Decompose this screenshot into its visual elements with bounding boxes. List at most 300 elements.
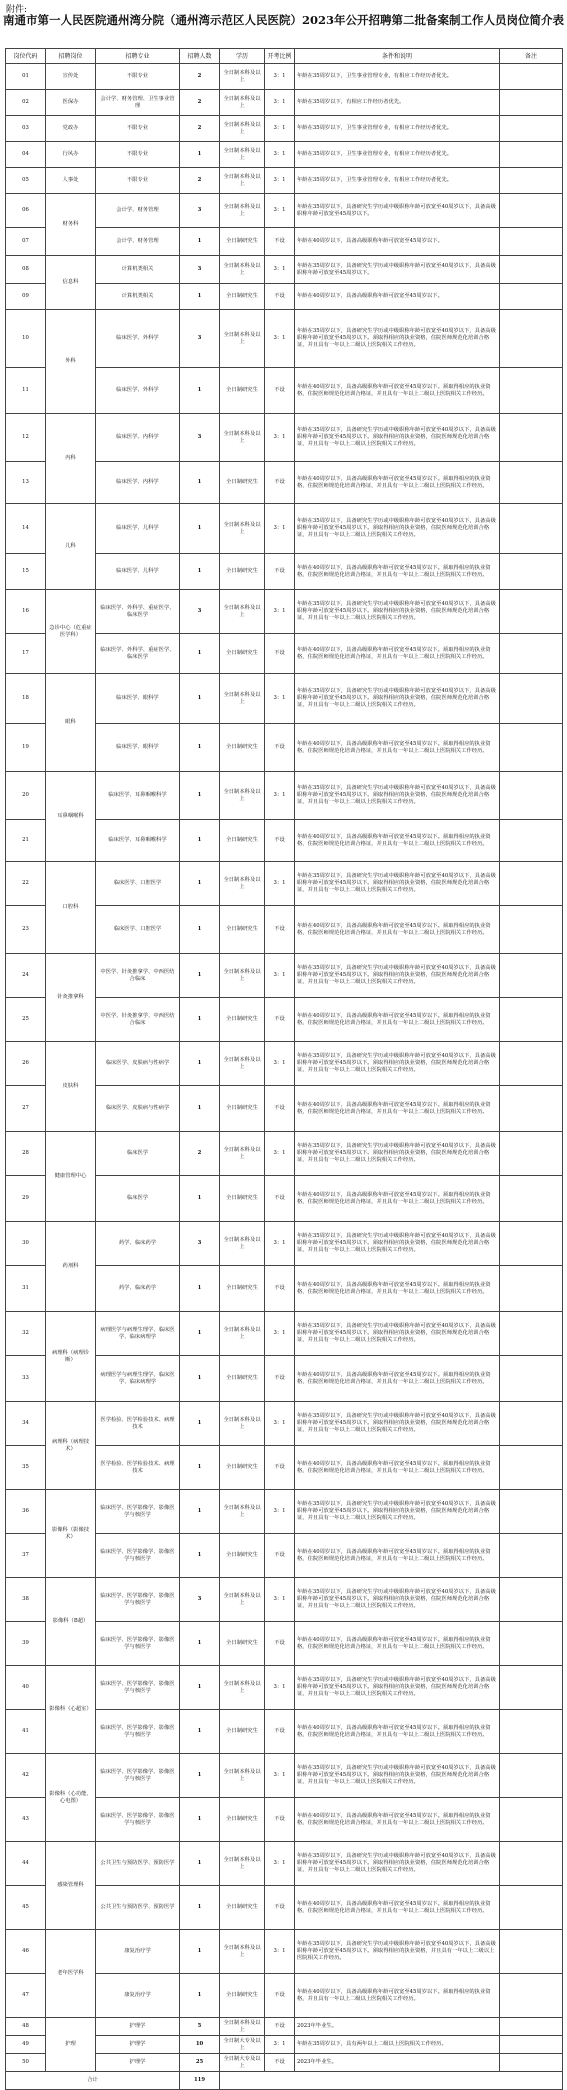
cell-count: 1 (180, 1798, 220, 1842)
cell-conditions: 年龄在40周岁以下，具备高级职称年龄可放宽至45周岁以下。须取得相应的执业资格，住院医师规范化培训合格证，并且具有一年以上二级以上医院相关工作经历。 (295, 1176, 500, 1222)
cell-ratio: 3：1 (265, 772, 295, 820)
cell-ratio: 不设 (265, 998, 295, 1042)
cell-remarks (500, 1446, 563, 1490)
cell-position: 内科 (46, 414, 96, 504)
cell-position: 针灸推拿科 (46, 954, 96, 1042)
cell-code: 11 (6, 368, 46, 414)
cell-remarks (500, 590, 563, 634)
cell-remarks (500, 1974, 563, 2018)
cell-major: 康复治疗学 (96, 1974, 180, 2018)
cell-code: 49 (6, 2036, 46, 2054)
cell-major: 临床医学、医学影像学、影像医学与核医学 (96, 1490, 180, 1534)
cell-major: 临床医学、皮肤病与性病学 (96, 1042, 180, 1086)
cell-conditions: 年龄在40周岁以下，具备高级职称年龄可放宽至45周岁以下。 (295, 228, 500, 256)
cell-count: 1 (180, 1312, 220, 1356)
cell-code: 40 (6, 1666, 46, 1710)
cell-education: 全日制研究生 (220, 1798, 265, 1842)
cell-education: 全日制研究生 (220, 1356, 265, 1402)
cell-remarks (500, 554, 563, 590)
cell-position: 护理 (46, 2018, 96, 2072)
cell-ratio: 不设 (265, 2054, 295, 2072)
cell-count: 1 (180, 862, 220, 906)
table-row (6, 64, 563, 90)
cell-count: 1 (180, 820, 220, 862)
cell-conditions: 年龄在35周岁以下，有相应工作经历者优先。 (295, 90, 500, 116)
table-row (6, 1842, 563, 1886)
cell-code: 16 (6, 590, 46, 634)
cell-remarks (500, 634, 563, 674)
cell-code: 37 (6, 1534, 46, 1578)
cell-conditions: 年龄在35周岁以下，具备研究生学历或中级职称年龄可放宽至40周岁以下，具备高级职称年龄可放宽至45周岁以下。须取得相应的执业资格，住院医师规范化培训合格证，并且具有一年以上二级以上医院相关工作经历。 (295, 1754, 500, 1798)
cell-ratio: 不设 (265, 634, 295, 674)
cell-major: 不限专业 (96, 168, 180, 194)
cell-education: 全日制本科及以上 (220, 954, 265, 998)
table-row (6, 862, 563, 906)
cell-education: 全日制本科及以上 (220, 414, 265, 462)
cell-count: 3 (180, 256, 220, 284)
cell-conditions: 年龄在35周岁以下，具备研究生学历或中级职称年龄可放宽至40周岁以下，具备高级职称年龄可放宽至45周岁以下。须取得相应的执业资格，住院医师规范化培训合格证，并且具有一年以上二级以上医院相关工作经历。 (295, 1578, 500, 1622)
cell-position: 眼科 (46, 674, 96, 772)
cell-major: 会计学、财务管理 (96, 228, 180, 256)
cell-major: 临床医学、医学影像学、影像医学与核医学 (96, 1666, 180, 1710)
cell-remarks (500, 142, 563, 168)
cell-count: 1 (180, 368, 220, 414)
cell-ratio: 3：1 (265, 954, 295, 998)
cell-count: 1 (180, 1042, 220, 1086)
cell-code: 29 (6, 1176, 46, 1222)
cell-education: 全日制研究生 (220, 228, 265, 256)
cell-count: 1 (180, 228, 220, 256)
cell-major: 会计学、财务管理 (96, 194, 180, 228)
cell-conditions: 年龄在35周岁以下，具备研究生学历或中级职称年龄可放宽至40周岁以下，具备高级职称年龄可放宽至45周岁以下。须取得相应的执业资格，住院医师规范化培训合格证，并且具有一年以上二级以上医院相关工作经历。 (295, 310, 500, 368)
cell-ratio: 3：1 (265, 1754, 295, 1798)
cell-conditions: 年龄在35周岁以下，具备研究生学历或中级职称年龄可放宽至40周岁以下，具备高级职称年龄可放宽至45周岁以下。须取得相应的执业资格，住院医师规范化培训合格证，并且具有一年以上二级以上医院相关工作经历。 (295, 1042, 500, 1086)
cell-code: 02 (6, 90, 46, 116)
cell-remarks (500, 1266, 563, 1312)
cell-remarks (500, 1754, 563, 1798)
cell-count: 1 (180, 954, 220, 998)
cell-code: 20 (6, 772, 46, 820)
cell-count: 3 (180, 310, 220, 368)
cell-education: 全日制研究生 (220, 634, 265, 674)
cell-code: 03 (6, 116, 46, 142)
cell-major: 医学检验、医学检验技术、病理技术 (96, 1446, 180, 1490)
cell-major: 临床医学 (96, 1132, 180, 1176)
cell-count: 1 (180, 1402, 220, 1446)
cell-code: 28 (6, 1132, 46, 1176)
header-major: 招聘专业 (96, 49, 180, 64)
cell-conditions: 年龄在35周岁以下，具有两年以上二级以上医院相关工作经历。 (295, 2036, 500, 2054)
cell-code: 13 (6, 462, 46, 504)
cell-ratio: 3：1 (265, 1222, 295, 1266)
cell-major: 护理学 (96, 2018, 180, 2036)
header-code: 岗位代码 (6, 49, 46, 64)
cell-ratio: 3：1 (265, 256, 295, 284)
total-row (6, 2072, 563, 2090)
cell-position: 财务科 (46, 194, 96, 256)
cell-count: 1 (180, 1534, 220, 1578)
cell-code: 46 (6, 1930, 46, 1974)
cell-code: 39 (6, 1622, 46, 1666)
cell-ratio: 3：1 (265, 1402, 295, 1446)
cell-position: 耳鼻咽喉科 (46, 772, 96, 862)
cell-major: 临床医学、医学影像学、影像医学与核医学 (96, 1534, 180, 1578)
cell-code: 45 (6, 1886, 46, 1930)
table-row (6, 1222, 563, 1266)
cell-ratio: 3：1 (265, 2036, 295, 2054)
table-row (6, 1312, 563, 1356)
cell-major: 公共卫生与预防医学、预防医学 (96, 1886, 180, 1930)
cell-major: 临床医学、耳鼻咽喉科学 (96, 772, 180, 820)
header-conditions: 条件和说明 (295, 49, 500, 64)
cell-conditions: 年龄在35周岁以下，具备研究生学历或中级职称年龄可放宽至40周岁以下，具备高级职称年龄可放宽至45周岁以下。须取得相应的执业资格，住院医师规范化培训合格证，并且具有一年以上二级以上医院相关工作经历。 (295, 862, 500, 906)
cell-education: 全日制本科及以上 (220, 1402, 265, 1446)
cell-education: 全日制研究生 (220, 724, 265, 772)
cell-major: 康复治疗学 (96, 1930, 180, 1974)
cell-ratio: 不设 (265, 1176, 295, 1222)
cell-remarks (500, 674, 563, 724)
cell-conditions: 年龄在35周岁以下，具备研究生学历或中级职称年龄可放宽至40周岁以下，具备高级职称年龄可放宽至45周岁以下。须取得相应的执业资格，住院医师规范化培训合格证，并且具有一年以上二级以上医院相关工作经历。 (295, 1132, 500, 1176)
cell-remarks (500, 954, 563, 998)
cell-code: 43 (6, 1798, 46, 1842)
cell-conditions: 年龄在40周岁以下，具备高级职称年龄可放宽至45周岁以下。须取得相应的执业资格，住院医师规范化培训合格证，并且具有一年以上二级以上医院相关工作经历。 (295, 634, 500, 674)
cell-ratio: 3：1 (265, 1132, 295, 1176)
table-row (6, 194, 563, 228)
cell-conditions: 年龄在35周岁以下，具备研究生学历或中级职称年龄可放宽至40周岁以下，具备高级职称年龄可放宽至45周岁以下。须取得相应的执业资格，住院医师规范化培训合格证，并且具有一年以上二级以上医院相关工作经历。 (295, 1666, 500, 1710)
cell-ratio: 不设 (265, 554, 295, 590)
cell-remarks (500, 168, 563, 194)
cell-major: 临床医学、医学影像学、影像医学与核医学 (96, 1578, 180, 1622)
cell-code: 15 (6, 554, 46, 590)
cell-ratio: 3：1 (265, 1490, 295, 1534)
cell-remarks (500, 284, 563, 310)
total-count: 119 (180, 2072, 220, 2090)
table-row (6, 1578, 563, 1622)
cell-count: 5 (180, 2018, 220, 2036)
cell-count: 1 (180, 1490, 220, 1534)
cell-major: 不限专业 (96, 64, 180, 90)
cell-education: 全日制研究生 (220, 368, 265, 414)
cell-ratio: 3：1 (265, 64, 295, 90)
cell-education: 全日制本科及以上 (220, 1222, 265, 1266)
cell-education: 全日制研究生 (220, 998, 265, 1042)
header-position: 招聘岗位 (46, 49, 96, 64)
cell-position: 病理科（病理诊断） (46, 1312, 96, 1402)
cell-conditions: 年龄在40周岁以下，具备高级职称年龄可放宽至45周岁以下。须取得相应的执业资格，住院医师规范化培训合格证，并且具有一年以上二级以上医院相关工作经历。 (295, 724, 500, 772)
cell-ratio: 3：1 (265, 674, 295, 724)
cell-remarks (500, 1176, 563, 1222)
cell-major: 临床医学、外科学 (96, 368, 180, 414)
cell-count: 25 (180, 2054, 220, 2072)
cell-count: 2 (180, 168, 220, 194)
cell-conditions: 年龄在40周岁以下，具备高级职称年龄可放宽至45周岁以下。须取得相应的执业资格，住院医师规范化培训合格证，并且具有一年以上二级以上医院相关工作经历。 (295, 1534, 500, 1578)
cell-code: 18 (6, 674, 46, 724)
cell-remarks (500, 194, 563, 228)
total-blank (220, 2072, 563, 2090)
cell-count: 1 (180, 1622, 220, 1666)
cell-position: 影像科（心功能、心电图） (46, 1754, 96, 1842)
cell-remarks (500, 1490, 563, 1534)
cell-major: 临床医学、内科学 (96, 462, 180, 504)
cell-code: 08 (6, 256, 46, 284)
cell-ratio: 不设 (265, 820, 295, 862)
cell-major: 病理医学与病理生理学、临床医学、临床病理学 (96, 1356, 180, 1402)
cell-remarks (500, 1666, 563, 1710)
cell-code: 25 (6, 998, 46, 1042)
positions-table (5, 48, 563, 2090)
cell-conditions: 年龄在35周岁以下，具备研究生学历或中级职称年龄可放宽至40周岁以下，具备高级职称年龄可放宽至45周岁以下。须取得相应的执业资格，住院医师规范化培训合格证，并且具有一年以上二级以上医院相关工作经历。 (295, 504, 500, 554)
cell-education: 全日制本科及以上 (220, 142, 265, 168)
cell-count: 1 (180, 674, 220, 724)
cell-code: 10 (6, 310, 46, 368)
cell-position: 病理科（病理技术） (46, 1402, 96, 1490)
cell-conditions: 年龄在35周岁以下，卫生事业管理专业，有相应工作经历者优先。 (295, 142, 500, 168)
cell-conditions: 年龄在40周岁以下，具备高级职称年龄可放宽至45周岁以下。须取得相应的执业资格，住院医师规范化培训合格证，并且具有一年以上二级以上医院相关工作经历。 (295, 554, 500, 590)
cell-code: 24 (6, 954, 46, 998)
cell-code: 33 (6, 1356, 46, 1402)
table-row (6, 2018, 563, 2036)
cell-ratio: 不设 (265, 1534, 295, 1578)
cell-ratio: 不设 (265, 228, 295, 256)
cell-count: 1 (180, 1842, 220, 1886)
cell-education: 全日制研究生 (220, 1086, 265, 1132)
cell-education: 全日制本科及以上 (220, 310, 265, 368)
cell-major: 计算机类相关 (96, 256, 180, 284)
cell-ratio: 3：1 (265, 590, 295, 634)
cell-remarks (500, 2036, 563, 2054)
cell-education: 全日制研究生 (220, 1176, 265, 1222)
cell-major: 临床医学、耳鼻咽喉科学 (96, 820, 180, 862)
cell-remarks (500, 1042, 563, 1086)
cell-count: 1 (180, 724, 220, 772)
table-row (6, 772, 563, 820)
cell-education: 全日制研究生 (220, 1710, 265, 1754)
table-row (6, 116, 563, 142)
cell-code: 38 (6, 1578, 46, 1622)
cell-position: 老年医学科 (46, 1930, 96, 2018)
cell-ratio: 3：1 (265, 142, 295, 168)
cell-count: 1 (180, 1666, 220, 1710)
cell-code: 17 (6, 634, 46, 674)
cell-conditions: 年龄在35周岁以下，具备研究生学历或中级职称年龄可放宽至40周岁以下，具备高级职称年龄可放宽至45周岁以下。须取得相应的执业资格，住院医师规范化培训合格证，并且具有一年以上二级以上医院相关工作经历。 (295, 1222, 500, 1266)
cell-remarks (500, 1710, 563, 1754)
cell-conditions: 年龄在35周岁以下，具备研究生学历或中级职称年龄可放宽至40周岁以下，具备高级职称年龄可放宽至45周岁以下。 (295, 256, 500, 284)
cell-count: 3 (180, 590, 220, 634)
cell-count: 1 (180, 284, 220, 310)
cell-count: 1 (180, 504, 220, 554)
cell-remarks (500, 228, 563, 256)
table-row (6, 1402, 563, 1446)
cell-code: 12 (6, 414, 46, 462)
cell-education: 全日制研究生 (220, 284, 265, 310)
cell-count: 1 (180, 1356, 220, 1402)
cell-conditions: 年龄在40周岁以下，具备高级职称年龄可放宽至45周岁以下。须取得相应的执业资格，并且具有一年以上二级以上医院相关工作经历。 (295, 1974, 500, 2018)
cell-position: 口腔科 (46, 862, 96, 954)
cell-remarks (500, 906, 563, 954)
cell-conditions: 年龄在35周岁以下，具备研究生学历或中级职称年龄可放宽至40周岁以下，具备高级职称年龄可放宽至45周岁以下。须取得相应的执业资格，住院医师规范化培训合格证，并且具有一年以上二级以上医院相关工作经历。 (295, 414, 500, 462)
cell-remarks (500, 1622, 563, 1666)
cell-major: 临床医学、口腔医学 (96, 906, 180, 954)
cell-conditions: 年龄在40周岁以下，具备高级职称年龄可放宽至45周岁以下。须取得相应的执业资格，住院医师规范化培训合格证，并且具有一年以上二级以上医院相关工作经历。 (295, 1086, 500, 1132)
cell-conditions: 年龄在35周岁以下，具备研究生学历或中级职称年龄可放宽至40周岁以下，具备高级职称年龄可放宽至45周岁以下。须取得相应的执业资格，住院医师规范化培训合格证，并且具有一年以上二级以上医院相关工作经历。 (295, 1490, 500, 1534)
cell-conditions: 年龄在35周岁以下，具备研究生学历或中级职称年龄可放宽至40周岁以下，具备高级职称年龄可放宽至45周岁以下。须取得相应的执业资格，住院医师规范化培训合格证，并且具有一年以上二级以上医院相关工作经历。 (295, 1402, 500, 1446)
cell-major: 护理学 (96, 2054, 180, 2072)
cell-conditions: 年龄在40周岁以下，具备高级职称年龄可放宽至45周岁以下。须取得相应的执业资格，住院医师规范化培训合格证，并且具有一年以上二级以上医院相关工作经历。 (295, 462, 500, 504)
cell-ratio: 不设 (265, 1266, 295, 1312)
cell-position: 健康管理中心 (46, 1132, 96, 1222)
cell-count: 1 (180, 462, 220, 504)
cell-code: 47 (6, 1974, 46, 2018)
header-ratio: 开考比例 (265, 49, 295, 64)
cell-ratio: 3：1 (265, 1312, 295, 1356)
cell-position: 急诊中心（危重症医学科） (46, 590, 96, 674)
cell-conditions: 2023年毕业生。 (295, 2054, 500, 2072)
cell-ratio: 不设 (265, 1710, 295, 1754)
cell-major: 公共卫生与预防医学、预防医学 (96, 1842, 180, 1886)
cell-remarks (500, 90, 563, 116)
cell-ratio: 不设 (265, 1974, 295, 2018)
cell-position: 人事处 (46, 168, 96, 194)
cell-conditions: 年龄在40周岁以下，具备高级职称年龄可放宽至45周岁以下。须取得相应的执业资格，住院医师规范化培训合格证，并且具有一年以上二级以上医院相关工作经历。 (295, 998, 500, 1042)
table-row (6, 90, 563, 116)
cell-ratio: 3：1 (265, 1042, 295, 1086)
cell-education: 全日制研究生 (220, 906, 265, 954)
table-row (6, 414, 563, 462)
cell-remarks (500, 1222, 563, 1266)
cell-remarks (500, 1534, 563, 1578)
cell-education: 全日制本科及以上 (220, 64, 265, 90)
cell-code: 41 (6, 1710, 46, 1754)
cell-code: 42 (6, 1754, 46, 1798)
cell-major: 临床医学、口腔医学 (96, 862, 180, 906)
cell-count: 2 (180, 1132, 220, 1176)
cell-education: 全日制研究生 (220, 1266, 265, 1312)
cell-position: 皮肤科 (46, 1042, 96, 1132)
cell-position: 信息科 (46, 256, 96, 310)
cell-count: 3 (180, 414, 220, 462)
cell-remarks (500, 998, 563, 1042)
table-row (6, 954, 563, 998)
cell-count: 1 (180, 1886, 220, 1930)
cell-education: 全日制本科及以上 (220, 1132, 265, 1176)
cell-major: 临床医学、医学影像学、影像医学与核医学 (96, 1710, 180, 1754)
cell-conditions: 2023年毕业生。 (295, 2018, 500, 2036)
cell-count: 1 (180, 1710, 220, 1754)
header-count: 招聘人数 (180, 49, 220, 64)
cell-major: 病理医学与病理生理学、临床医学、临床病理学 (96, 1312, 180, 1356)
cell-count: 3 (180, 1578, 220, 1622)
cell-major: 临床医学、医学影像学、影像医学与核医学 (96, 1622, 180, 1666)
cell-conditions: 年龄在35周岁以下，具备研究生学历或中级职称年龄可放宽至40周岁以下，具备高级职称年龄可放宽至45周岁以下。 (295, 194, 500, 228)
cell-education: 全日制研究生 (220, 1886, 265, 1930)
cell-ratio: 不设 (265, 1446, 295, 1490)
cell-remarks (500, 1798, 563, 1842)
cell-remarks (500, 1132, 563, 1176)
cell-count: 1 (180, 1446, 220, 1490)
cell-remarks (500, 504, 563, 554)
cell-ratio: 3：1 (265, 90, 295, 116)
cell-conditions: 年龄在40周岁以下，具备高级职称年龄可放宽至45周岁以下。须取得相应的执业资格，住院医师规范化培训合格证，并且具有一年以上二级以上医院相关工作经历。 (295, 1886, 500, 1930)
cell-ratio: 3：1 (265, 194, 295, 228)
cell-conditions: 年龄在35周岁以下，具备研究生学历或中级职称年龄可放宽至40周岁以下，具备高级职称年龄可放宽至45周岁以下。须取得相应的执业资格，住院医师规范化培训合格证，并且具有一年以上二级以上医院相关工作经历。 (295, 1842, 500, 1886)
cell-remarks (500, 1086, 563, 1132)
cell-education: 全日制本科及以上 (220, 1578, 265, 1622)
cell-conditions: 年龄在35周岁以下，具备研究生学历或中级职称年龄可放宽至40周岁以下，具备高级职称年龄可放宽至45周岁以下。须取得相应的执业资格，住院医师规范化培训合格证，并且具有一年以上二级以上医院相关工作经历。 (295, 1312, 500, 1356)
cell-count: 1 (180, 634, 220, 674)
cell-education: 全日制研究生 (220, 1622, 265, 1666)
cell-position: 党政办 (46, 116, 96, 142)
cell-conditions: 年龄在35周岁以下，具备研究生学历或中级职称年龄可放宽至40周岁以下，具备高级职称年龄可放宽至45周岁以下。须取得相应的执业资格，并且具有一年以上二级以上医院相关工作经历。 (295, 1930, 500, 1974)
cell-count: 1 (180, 554, 220, 590)
document-title: 南通市第一人民医院通州湾分院（通州湾示范区人民医院）2023年公开招聘第二批备案制工作人员岗位简介表 (2, 13, 564, 27)
cell-education: 全日制本科及以上 (220, 90, 265, 116)
cell-ratio: 不设 (265, 724, 295, 772)
cell-count: 1 (180, 772, 220, 820)
cell-ratio: 3：1 (265, 414, 295, 462)
cell-education: 全日制研究生 (220, 1974, 265, 2018)
cell-remarks (500, 2018, 563, 2036)
cell-count: 2 (180, 90, 220, 116)
cell-ratio: 3：1 (265, 862, 295, 906)
table-row (6, 1490, 563, 1534)
cell-major: 医学检验、医学检验技术、病理技术 (96, 1402, 180, 1446)
cell-remarks (500, 310, 563, 368)
cell-education: 全日制本科及以上 (220, 1312, 265, 1356)
cell-code: 09 (6, 284, 46, 310)
attachment-label: 附件: (6, 5, 28, 15)
cell-education: 全日制本科及以上 (220, 116, 265, 142)
cell-education: 全日制本科及以上 (220, 1754, 265, 1798)
cell-conditions: 年龄在40周岁以下，具备高级职称年龄可放宽至45周岁以下。须取得相应的执业资格，住院医师规范化培训合格证，并且具有一年以上二级以上医院相关工作经历。 (295, 368, 500, 414)
cell-code: 35 (6, 1446, 46, 1490)
cell-education: 全日制本科及以上 (220, 1490, 265, 1534)
cell-major: 临床医学、医学影像学、影像医学与核医学 (96, 1754, 180, 1798)
cell-major: 药学、临床药学 (96, 1222, 180, 1266)
cell-remarks (500, 368, 563, 414)
cell-conditions: 年龄在35周岁以下，具备研究生学历或中级职称年龄可放宽至40周岁以下，具备高级职称年龄可放宽至45周岁以下。须取得相应的执业资格，住院医师规范化培训合格证，并且具有一年以上二级以上医院相关工作经历。 (295, 954, 500, 998)
cell-conditions: 年龄在35周岁以下，具备研究生学历或中级职称年龄可放宽至40周岁以下，具备高级职称年龄可放宽至45周岁以下。须取得相应的执业资格，住院医师规范化培训合格证，并且具有一年以上二级以上医院相关工作经历。 (295, 772, 500, 820)
cell-education: 全日制本科及以上 (220, 2018, 265, 2036)
cell-education: 全日制本科及以上 (220, 256, 265, 284)
cell-count: 1 (180, 998, 220, 1042)
cell-education: 全日制大专及以上 (220, 2036, 265, 2054)
cell-code: 30 (6, 1222, 46, 1266)
cell-education: 全日制本科及以上 (220, 194, 265, 228)
cell-count: 1 (180, 1086, 220, 1132)
cell-position: 外科 (46, 310, 96, 414)
table-row (6, 142, 563, 168)
cell-code: 34 (6, 1402, 46, 1446)
cell-education: 全日制研究生 (220, 820, 265, 862)
table-row (6, 504, 563, 554)
cell-conditions: 年龄在35周岁以下，卫生事业管理专业，有相应工作经历者优先。 (295, 168, 500, 194)
cell-conditions: 年龄在40周岁以下，具备高级职称年龄可放宽至45周岁以下。须取得相应的执业资格，住院医师规范化培训合格证，并且具有一年以上二级以上医院相关工作经历。 (295, 906, 500, 954)
cell-code: 50 (6, 2054, 46, 2072)
cell-code: 06 (6, 194, 46, 228)
cell-ratio: 不设 (265, 1798, 295, 1842)
cell-code: 36 (6, 1490, 46, 1534)
table-row (6, 168, 563, 194)
table-row (6, 590, 563, 634)
cell-education: 全日制本科及以上 (220, 590, 265, 634)
table-row (6, 256, 563, 284)
cell-major: 不限专业 (96, 142, 180, 168)
cell-remarks (500, 862, 563, 906)
cell-major: 临床医学、眼科学 (96, 724, 180, 772)
cell-count: 3 (180, 194, 220, 228)
cell-ratio: 不设 (265, 1622, 295, 1666)
cell-position: 医保办 (46, 90, 96, 116)
